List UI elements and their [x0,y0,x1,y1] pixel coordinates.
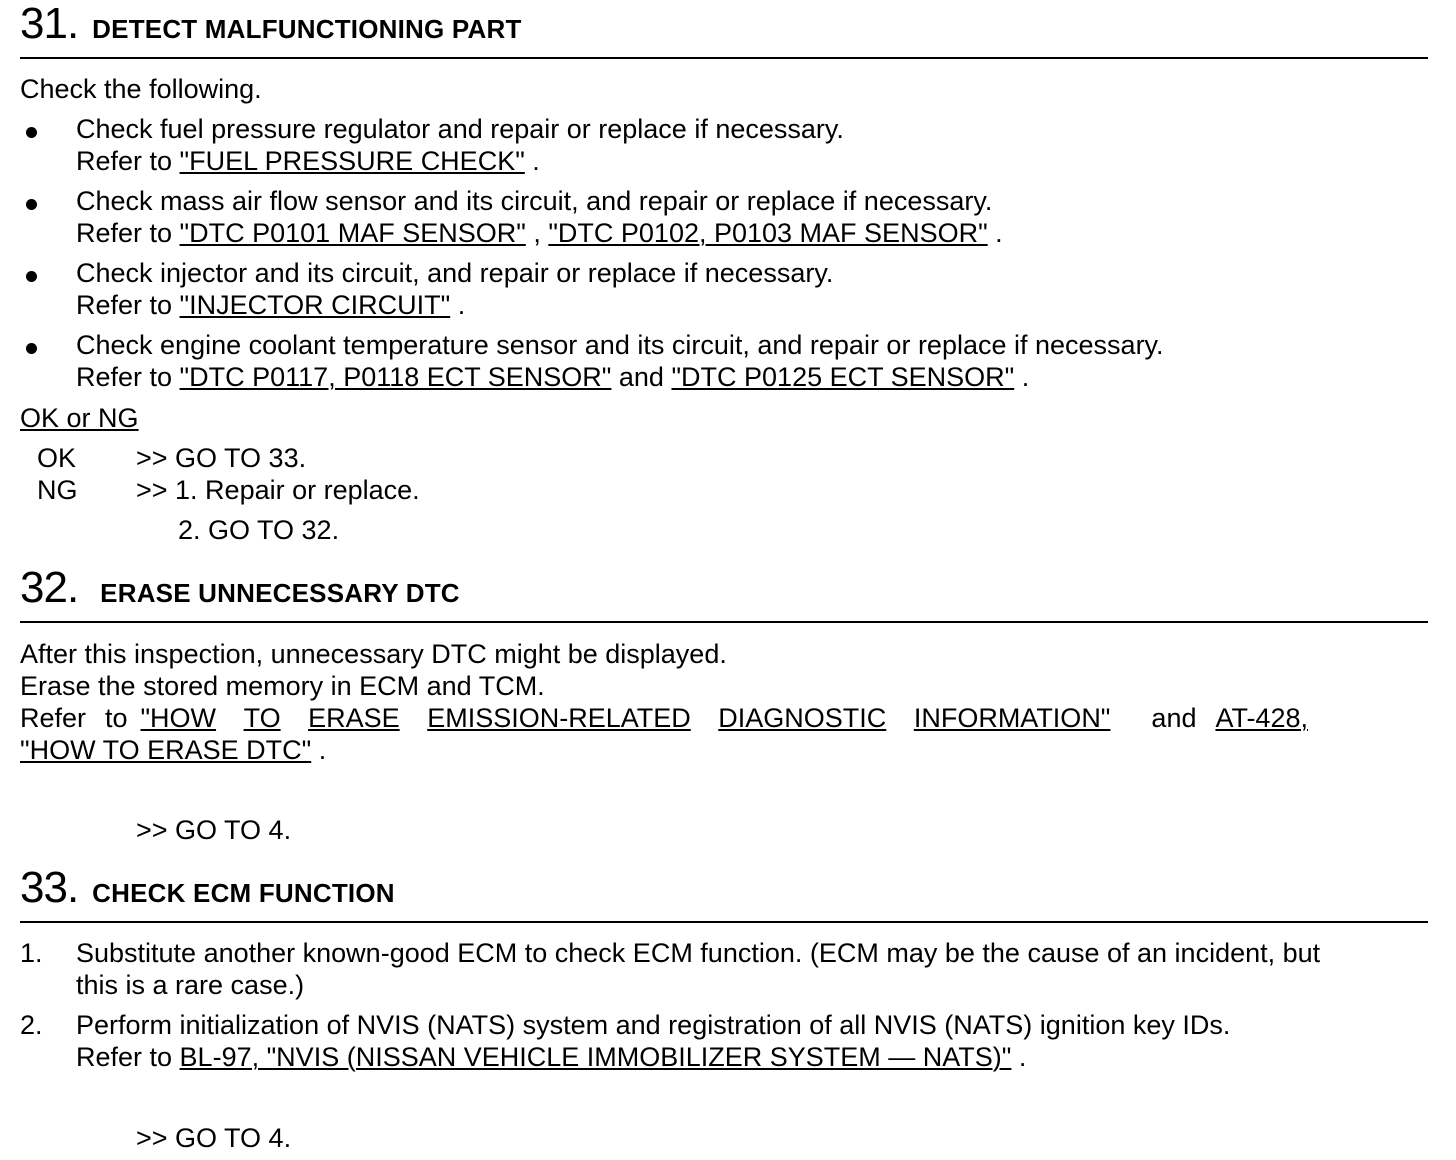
step-number: 32. [20,563,79,612]
link-at-428[interactable]: AT-428, [1215,703,1308,733]
list-number: 1. [20,938,43,968]
step-number: 33. [20,863,79,912]
list-item-text: Substitute another known-good ECM to check ECM function. (ECM may be the cause of an incident, but [76,938,1321,968]
step-action: >> GO TO 4. [136,1123,292,1153]
check-item-text: Check injector and its circuit, and repair or replace if necessary. [76,258,834,288]
link-dtc-p0101[interactable]: "DTC P0101 MAF SENSOR" [179,218,526,248]
check-item-reference: Refer to "INJECTOR CIRCUIT" . [76,290,466,320]
check-item-reference: Refer to "DTC P0101 MAF SENSOR" , "DTC P0102, P0103 MAF SENSOR" . [76,218,1003,248]
bullet-icon [26,343,37,354]
step-title: CHECK ECM FUNCTION [92,878,395,908]
step-title: ERASE UNNECESSARY DTC [100,578,460,608]
ng-label: NG [37,475,78,505]
ng-action-next: 2. GO TO 32. [178,515,340,545]
step-reference: Refer to "HOW TO ERASE EMISSION-RELATED DIAGNOSTIC INFORMATION" and AT-428, [20,703,1308,733]
step-title: DETECT MALFUNCTIONING PART [92,14,522,44]
check-item-reference: Refer to "DTC P0117, P0118 ECT SENSOR" and "DTC P0125 ECT SENSOR" . [76,362,1030,392]
result-heading: OK or NG [20,403,139,433]
list-number: 2. [20,1010,43,1040]
step-text: Erase the stored memory in ECM and TCM. [20,671,545,701]
check-item-text: Check fuel pressure regulator and repair or replace if necessary. [76,114,844,144]
step-divider [20,921,1428,923]
step-intro: Check the following. [20,74,262,104]
link-erase-emission-diagnostic-info[interactable]: "HOW TO ERASE EMISSION-RELATED DIAGNOSTIC INFORMATION" [140,703,1111,733]
check-item-text: Check mass air flow sensor and its circuit, and repair or replace if necessary. [76,186,993,216]
link-dtc-p0125[interactable]: "DTC P0125 ECT SENSOR" [671,362,1015,392]
step-32-header [20,564,460,612]
step-31-header [20,0,522,48]
step-divider [20,621,1428,623]
bullet-icon [26,271,37,282]
step-divider [20,57,1428,59]
link-fuel-pressure-check[interactable]: "FUEL PRESSURE CHECK" [179,146,525,176]
ng-action: >> 1. Repair or replace. [136,475,420,505]
check-item-reference: Refer to "FUEL PRESSURE CHECK" . [76,146,540,176]
link-injector-circuit[interactable]: "INJECTOR CIRCUIT" [179,290,451,320]
bullet-icon [26,127,37,138]
step-number: 31. [20,0,79,48]
link-how-to-erase-dtc[interactable]: "HOW TO ERASE DTC" [20,735,312,765]
bullet-icon [26,199,37,210]
list-item-text: this is a rare case.) [76,970,305,1000]
step-reference-cont: "HOW TO ERASE DTC" . [20,735,327,765]
step-33-header [20,864,395,912]
link-dtc-p0117-p0118[interactable]: "DTC P0117, P0118 ECT SENSOR" [179,362,612,392]
link-bl-97-nvis[interactable]: BL-97, "NVIS (NISSAN VEHICLE IMMOBILIZER SYSTEM — NATS)" [179,1042,1012,1072]
ok-label: OK [37,443,77,473]
ok-action: >> GO TO 33. [136,443,307,473]
step-action: >> GO TO 4. [136,815,292,845]
list-item-reference: Refer to BL-97, "NVIS (NISSAN VEHICLE IMMOBILIZER SYSTEM — NATS)" . [76,1042,1027,1072]
link-dtc-p0102-p0103[interactable]: "DTC P0102, P0103 MAF SENSOR" [548,218,988,248]
check-item-text: Check engine coolant temperature sensor and its circuit, and repair or replace if necessary. [76,330,1164,360]
step-text: After this inspection, unnecessary DTC might be displayed. [20,639,727,669]
list-item-text: Perform initialization of NVIS (NATS) system and registration of all NVIS (NATS) ignition key IDs. [76,1010,1231,1040]
